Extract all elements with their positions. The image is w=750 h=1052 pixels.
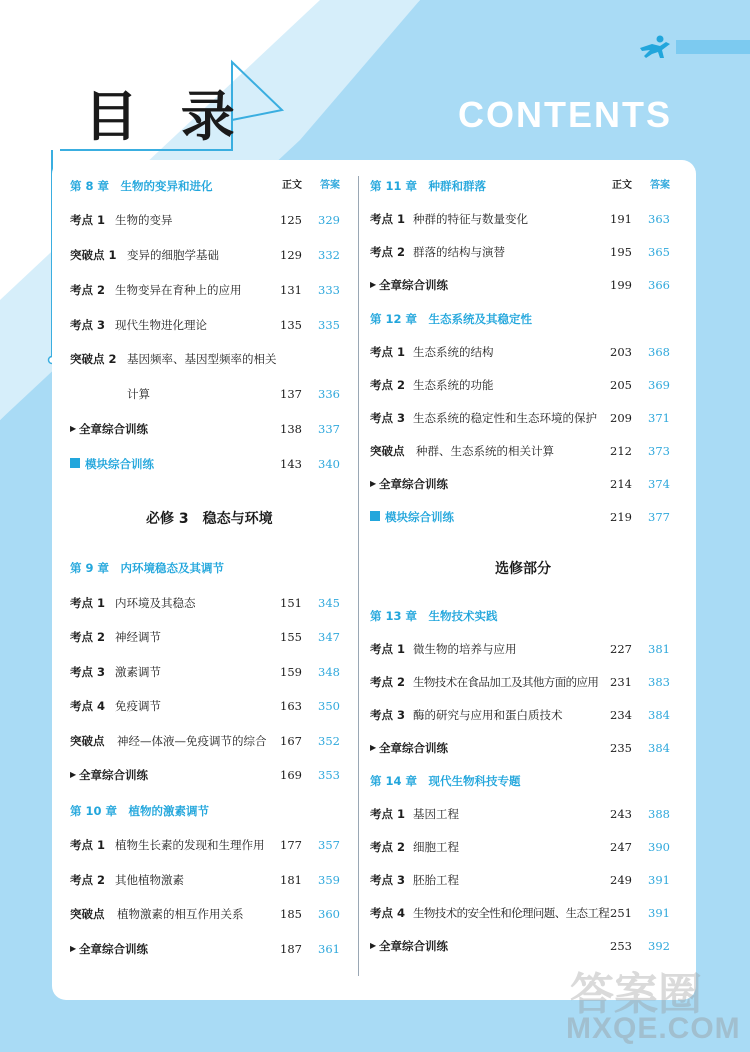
chapter-heading[interactable] (70, 801, 340, 821)
chapter-heading[interactable] (370, 176, 670, 196)
entry-answer-page: 363 (648, 212, 670, 226)
entry-page: 243 (610, 807, 632, 821)
chapter-heading[interactable] (370, 771, 670, 791)
chapter-heading[interactable] (70, 558, 340, 578)
entry-label: 考点 2 (70, 283, 106, 297)
toc-entry[interactable] (70, 593, 340, 613)
entry-page: 187 (280, 942, 302, 956)
entry-page: 143 (280, 457, 302, 471)
entry-title: 激素调节 (115, 665, 161, 679)
entry-answer-page: 348 (318, 665, 340, 679)
entry-answer-page: 371 (648, 411, 670, 425)
toc-entry[interactable] (70, 245, 340, 265)
entry-answer-page: 392 (648, 939, 670, 953)
toc-entry[interactable] (70, 280, 340, 300)
entry-title: 全章综合训练 (379, 477, 448, 491)
entry-page: 247 (610, 840, 632, 854)
toc-entry[interactable] (370, 804, 670, 824)
toc-entry[interactable] (70, 349, 340, 369)
entry-page: 163 (280, 699, 302, 713)
entry-title: 模块综合训练 (85, 457, 154, 471)
entry-page: 203 (610, 345, 632, 359)
triangle-bullet-icon: ▶ (70, 424, 77, 433)
entry-label: 考点 2 (70, 873, 106, 887)
entry-label: 考点 1 (70, 213, 106, 227)
triangle-bullet-icon: ▶ (70, 944, 77, 953)
entry-answer-page: 377 (648, 510, 670, 524)
chapter-heading[interactable] (70, 176, 340, 196)
toc-entry[interactable] (370, 441, 670, 461)
entry-title: 胚胎工程 (413, 873, 459, 887)
entry-title: 生态系统的功能 (413, 378, 494, 392)
entry-page: 212 (610, 444, 632, 458)
entry-page: 159 (280, 665, 302, 679)
entry-title: 其他植物激素 (115, 873, 184, 887)
entry-title: 计算 (127, 387, 150, 401)
page-column-header: 正文 (612, 180, 632, 191)
entry-answer-page: 337 (318, 422, 340, 436)
chapter-title: 第 8 章 生物的变异和进化 (70, 179, 213, 193)
entry-page: 195 (610, 245, 632, 259)
entry-answer-page: 365 (648, 245, 670, 259)
entry-page: 135 (280, 318, 302, 332)
chapter-review-entry[interactable] (70, 419, 340, 439)
chapter-heading[interactable] (370, 606, 670, 626)
cube-icon (370, 511, 380, 521)
toc-entry[interactable] (70, 835, 340, 855)
chapter-review-entry[interactable] (370, 936, 670, 956)
entry-label: 考点 4 (370, 906, 406, 920)
entry-label: 考点 2 (370, 378, 406, 392)
entry-label: 考点 2 (370, 840, 406, 854)
toc-entry[interactable] (370, 375, 670, 395)
entry-title: 生物变异在育种上的应用 (115, 283, 242, 297)
toc-entry[interactable] (70, 731, 340, 751)
entry-page: 199 (610, 278, 632, 292)
entry-title: 内环境及其稳态 (115, 596, 196, 610)
entry-page: 205 (610, 378, 632, 392)
entry-title: 全章综合训练 (79, 422, 148, 436)
entry-page: 251 (610, 906, 632, 920)
entry-title: 生态系统的结构 (413, 345, 494, 359)
triangle-bullet-icon: ▶ (370, 479, 377, 488)
entry-title: 基因频率、基因型频率的相关 (127, 352, 277, 366)
entry-page: 249 (610, 873, 632, 887)
entry-answer-page: 352 (318, 734, 340, 748)
entry-label: 考点 3 (70, 665, 106, 679)
toc-entry[interactable] (70, 210, 340, 230)
entry-title: 植物激素的相互作用关系 (117, 907, 244, 921)
page-title: 目 录 (84, 85, 247, 148)
entry-label: 考点 3 (370, 411, 406, 425)
entry-title: 免疫调节 (115, 699, 161, 713)
entry-answer-page: 373 (648, 444, 670, 458)
entry-title: 微生物的培养与应用 (413, 642, 517, 656)
toc-entry[interactable] (70, 870, 340, 890)
answer-column-header: 答案 (320, 180, 340, 191)
entry-label: 考点 2 (370, 675, 406, 689)
column-divider (358, 176, 359, 976)
entry-label: 考点 2 (70, 630, 106, 644)
entry-label: 考点 1 (370, 345, 406, 359)
entry-label: 考点 3 (70, 318, 106, 332)
chapter-title: 第 11 章 种群和群落 (370, 179, 487, 193)
entry-page: 227 (610, 642, 632, 656)
entry-title: 酶的研究与应用和蛋白质技术 (413, 708, 563, 722)
toc-entry[interactable] (370, 705, 670, 725)
toc-entry[interactable] (370, 342, 670, 362)
entry-title: 植物生长素的发现和生理作用 (115, 838, 265, 852)
entry-answer-page: 329 (318, 213, 340, 227)
entry-page: 253 (610, 939, 632, 953)
entry-title: 变异的细胞学基础 (127, 248, 219, 262)
entry-title: 生物技术的安全性和伦理问题、生态工程 (413, 906, 610, 920)
entry-answer-page: 360 (318, 907, 340, 921)
toc-entry[interactable] (370, 672, 670, 692)
runner-icon (636, 34, 676, 60)
triangle-bullet-icon: ▶ (70, 770, 77, 779)
entry-label: 考点 3 (370, 708, 406, 722)
entry-title: 全章综合训练 (379, 278, 448, 292)
entry-answer-page: 335 (318, 318, 340, 332)
entry-page: 125 (280, 213, 302, 227)
entry-label: 考点 1 (370, 642, 406, 656)
entry-answer-page: 383 (648, 675, 670, 689)
page-column-header: 正文 (282, 180, 302, 191)
entry-title: 细胞工程 (413, 840, 459, 854)
toc-entry[interactable] (370, 639, 670, 659)
entry-title: 模块综合训练 (385, 510, 454, 524)
chapter-title: 第 14 章 现代生物科技专题 (370, 774, 521, 788)
entry-title: 生物的变异 (115, 213, 173, 227)
entry-page: 234 (610, 708, 632, 722)
entry-title: 生态系统的稳定性和生态环境的保护 (413, 411, 597, 425)
entry-answer-page: 384 (648, 741, 670, 755)
entry-title: 生物技术在食品加工及其他方面的应用 (413, 675, 599, 689)
chapter-heading[interactable] (370, 309, 670, 329)
entry-title: 全章综合训练 (379, 741, 448, 755)
cube-icon (70, 458, 80, 468)
entry-answer-page: 366 (648, 278, 670, 292)
chapter-title: 第 12 章 生态系统及其稳定性 (370, 312, 533, 326)
toc-entry-continuation[interactable] (70, 384, 340, 404)
entry-page: 167 (280, 734, 302, 748)
chapter-title: 第 10 章 植物的激素调节 (70, 804, 210, 818)
entry-label: 突破点 1 (70, 248, 117, 262)
entry-page: 155 (280, 630, 302, 644)
page-title-english: CONTENTS (458, 94, 672, 135)
chapter-title: 第 13 章 生物技术实践 (370, 609, 498, 623)
entry-page: 138 (280, 422, 302, 436)
entry-label: 突破点 (70, 907, 105, 921)
module-review-entry[interactable] (70, 454, 340, 474)
section-heading: 必修 3 稳态与环境 (146, 511, 273, 527)
module-review-entry[interactable] (370, 507, 670, 527)
entry-answer-page: 390 (648, 840, 670, 854)
entry-title: 神经—体液—免疫调节的综合 (117, 734, 267, 748)
entry-page: 209 (610, 411, 632, 425)
entry-title: 种群、生态系统的相关计算 (416, 444, 554, 458)
entry-answer-page: 361 (318, 942, 340, 956)
section-heading: 选修部分 (495, 561, 551, 577)
chapter-review-entry[interactable] (370, 474, 670, 494)
toc-entry[interactable] (70, 904, 340, 924)
toc-entry[interactable] (70, 627, 340, 647)
entry-title: 全章综合训练 (79, 768, 148, 782)
entry-label: 考点 1 (370, 212, 406, 226)
entry-answer-page: 391 (648, 873, 670, 887)
entry-label: 突破点 (70, 734, 105, 748)
entry-page: 219 (610, 510, 632, 524)
entry-answer-page: 345 (318, 596, 340, 610)
entry-answer-page: 350 (318, 699, 340, 713)
entry-label: 考点 1 (70, 838, 106, 852)
entry-label: 考点 1 (370, 807, 406, 821)
chapter-review-entry[interactable] (370, 738, 670, 758)
toc-entry[interactable] (370, 209, 670, 229)
entry-page: 177 (280, 838, 302, 852)
toc-entry[interactable] (370, 242, 670, 262)
entry-answer-page: 368 (648, 345, 670, 359)
answer-column-header: 答案 (650, 180, 670, 191)
triangle-bullet-icon: ▶ (370, 941, 377, 950)
entry-label: 突破点 (370, 444, 405, 458)
entry-answer-page: 374 (648, 477, 670, 491)
entry-answer-page: 388 (648, 807, 670, 821)
entry-page: 137 (280, 387, 302, 401)
entry-answer-page: 332 (318, 248, 340, 262)
triangle-bullet-icon: ▶ (370, 280, 377, 289)
entry-page: 129 (280, 248, 302, 262)
entry-answer-page: 359 (318, 873, 340, 887)
triangle-bullet-icon: ▶ (370, 743, 377, 752)
chapter-title: 第 9 章 内环境稳态及其调节 (70, 561, 225, 575)
entry-page: 235 (610, 741, 632, 755)
entry-answer-page: 336 (318, 387, 340, 401)
entry-label: 考点 1 (70, 596, 106, 610)
entry-answer-page: 333 (318, 283, 340, 297)
toc-entry[interactable] (370, 408, 670, 428)
entry-title: 群落的结构与演替 (413, 245, 505, 259)
entry-title: 现代生物进化理论 (115, 318, 207, 332)
entry-answer-page: 369 (648, 378, 670, 392)
toc-entry[interactable] (70, 662, 340, 682)
entry-page: 231 (610, 675, 632, 689)
entry-page: 131 (280, 283, 302, 297)
toc-entry[interactable] (70, 315, 340, 335)
watermark-logo: 答案圈 (570, 969, 702, 1020)
chapter-review-entry[interactable] (370, 275, 670, 295)
entry-title: 基因工程 (413, 807, 459, 821)
toc-entry[interactable] (370, 870, 670, 890)
entry-page: 169 (280, 768, 302, 782)
entry-label: 突破点 2 (70, 352, 117, 366)
entry-title: 种群的特征与数量变化 (413, 212, 528, 226)
chapter-review-entry[interactable] (70, 939, 340, 959)
entry-title: 全章综合训练 (379, 939, 448, 953)
entry-answer-page: 347 (318, 630, 340, 644)
chapter-review-entry[interactable] (70, 765, 340, 785)
entry-page: 151 (280, 596, 302, 610)
entry-answer-page: 357 (318, 838, 340, 852)
entry-page: 185 (280, 907, 302, 921)
entry-answer-page: 353 (318, 768, 340, 782)
entry-answer-page: 391 (648, 906, 670, 920)
toc-entry[interactable] (370, 903, 670, 923)
entry-label: 考点 3 (370, 873, 406, 887)
entry-title: 全章综合训练 (79, 942, 148, 956)
watermark-url: MXQE.COM (566, 1012, 741, 1045)
entry-answer-page: 381 (648, 642, 670, 656)
entry-answer-page: 340 (318, 457, 340, 471)
entry-label: 考点 4 (70, 699, 106, 713)
entry-title: 神经调节 (115, 630, 161, 644)
toc-entry[interactable] (370, 837, 670, 857)
toc-entry[interactable] (70, 696, 340, 716)
entry-page: 214 (610, 477, 632, 491)
entry-answer-page: 384 (648, 708, 670, 722)
entry-label: 考点 2 (370, 245, 406, 259)
entry-page: 181 (280, 873, 302, 887)
entry-page: 191 (610, 212, 632, 226)
